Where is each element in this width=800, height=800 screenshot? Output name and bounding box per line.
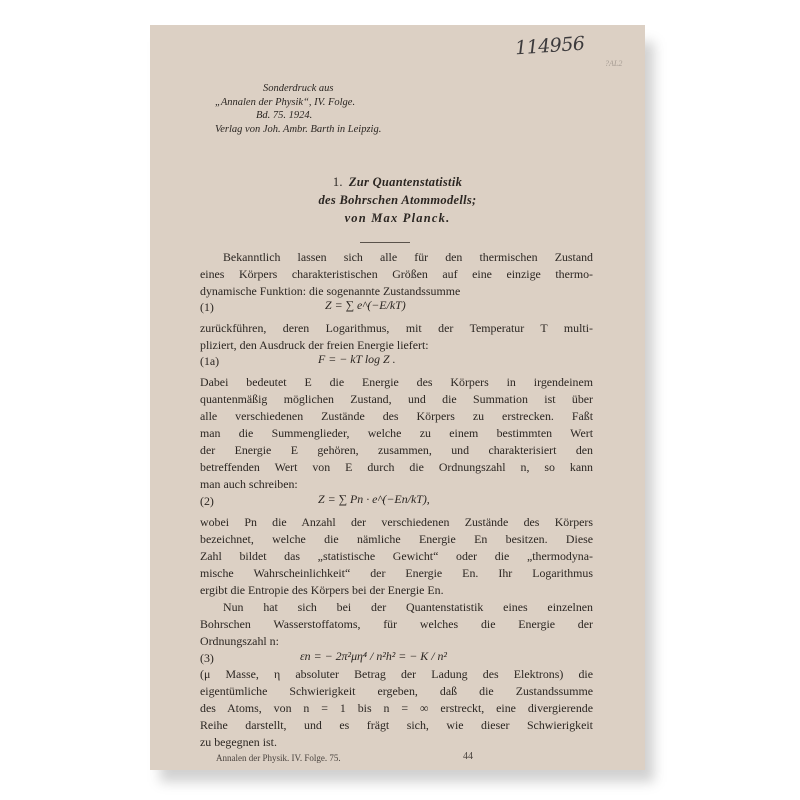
text-line: man auch schreiben: [200,477,298,491]
text-line: mische Wahrscheinlichkeit“ der Energie En. Ihr Logarithmus [200,566,593,580]
text-line: wobei Pn die Anzahl der verschiedenen Zustände des Körpers [200,515,593,529]
offprint-line: Bd. 75. 1924. [256,110,313,121]
article-author: von Max Planck. [344,211,451,225]
text-line: Zahl bildet das „statistische Gewicht“ oder die „thermodyna- [200,549,593,563]
text-line: pliziert, den Ausdruck der freien Energie liefert: [200,338,429,352]
text-line: dynamische Funktion: die sogenannte Zustandssumme [200,284,461,298]
pencil-mark: ?AL2 [605,59,623,68]
title-line: des Bohrschen Atommodells; [318,193,477,207]
equation-label: (3) [200,651,214,665]
equation-formula: F = − kT log Z . [318,352,396,366]
title-rule [360,242,410,243]
text-line: Nun hat sich bei der Quantenstatistik eines einzelnen [223,600,593,614]
offprint-line: Verlag von Joh. Ambr. Barth in Leipzig. [215,123,382,135]
text-line: eines Körpers charakteristischen Größen auf eine einzige thermo- [200,267,593,281]
text-line: Ordnungszahl n: [200,634,279,648]
text-line: zurückführen, deren Logarithmus, mit der Temperatur T multi- [200,321,593,335]
article-title [150,173,645,227]
offprint-line: Sonderdruck aus [263,83,334,94]
text-line: (μ Masse, η absoluter Betrag der Ladung des Elektrons) die [200,667,593,681]
text-line: Dabei bedeutet E die Energie des Körpers in irgendeinem [200,375,593,389]
equation-1 [200,298,593,320]
equation-2 [200,492,593,514]
article-number: 1. [332,175,343,189]
document-page [150,25,645,770]
text-line: ergibt die Entropie des Körpers bei der Energie En. [200,583,444,597]
text-line: quantenmäßig möglichen Zustand, und die Summation ist über [200,392,593,406]
offprint-line: „Annalen der Physik“, IV. Folge. [215,96,356,108]
equation-formula: εn = − 2π²μη⁴ / n²h² = − K / n² [300,649,447,663]
equation-formula: Z = ∑ e^(−E/kT) [325,298,406,312]
offprint-note [215,82,381,136]
text-line: betreffenden Wert von E durch die Ordnungszahl n, so kann [200,460,593,474]
text-line: bezeichnet, welche die nämliche Energie En besitzen. Diese [200,532,593,546]
equation-formula: Z = ∑ Pn · e^(−En/kT), [318,492,430,506]
text-line: Bohrschen Wasserstoffatoms, für welches die Energie der [200,617,593,631]
journal-footer: Annalen der Physik. IV. Folge. 75. [216,753,341,763]
inventory-number: 114956 [514,32,586,60]
text-line: Bekanntlich lassen sich alle für den thermischen Zustand [223,250,593,264]
equation-1a [200,352,593,374]
text-line: Reihe darstellt, und es frägt sich, wie dieser Schwierigkeit [200,718,593,732]
equation-label: (1) [200,300,214,314]
text-line: zu begegnen ist. [200,735,277,749]
text-line: des Atoms, von n = 1 bis n = ∞ erstreckt, eine divergierende [200,701,593,715]
equation-label: (2) [200,494,214,508]
equation-label: (1a) [200,354,220,368]
text-line: der Energie E gehören, zusammen, und charakterisiert den [200,443,593,457]
text-line: eigentümliche Schwierigkeit ergeben, daß die Zustandssumme [200,684,593,698]
text-line: man die Summenglieder, welche zu einem bestimmten Wert [200,426,593,440]
page-number: 44 [463,751,473,762]
text-line: alle verschiedenen Zustände des Körpers zu erstrecken. Faßt [200,409,593,423]
title-line: Zur Quantenstatistik [348,175,463,189]
